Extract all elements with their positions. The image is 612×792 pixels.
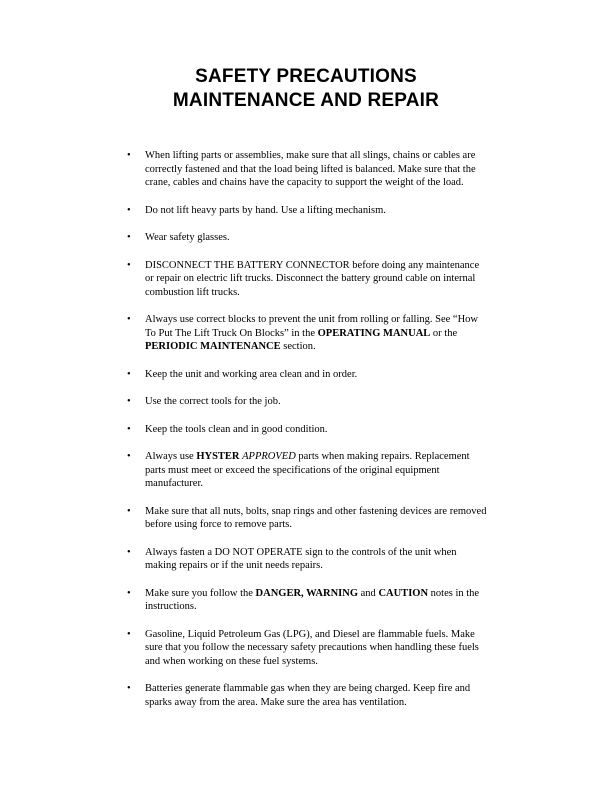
bullet-icon: • [127, 396, 131, 407]
list-item [127, 313, 487, 354]
list-item-text: Gasoline, Liquid Petroleum Gas (LPG), and Diesel are flammable fuels. Make sure that you follow the necessary safety precautions when handling these fuels and when working on these fuel systems. [145, 628, 479, 667]
list-item [127, 450, 487, 491]
list-item-text: When lifting parts or assemblies, make sure that all slings, chains or cables are correctly fastened and that the load being lifted is balanced. Make sure that the crane, cables and chains have the capacity to support the weight of the load. [145, 150, 476, 188]
bullet-list [0, 149, 487, 709]
list-item-text: Always use HYSTER APPROVED parts when making repairs. Replacement parts must meet or exceed the specifications of the original equipment manufacturer. [145, 451, 470, 489]
list-item-text: Keep the unit and working area clean and in order. [145, 368, 358, 380]
bullet-icon: • [127, 451, 131, 462]
list-item-text: Keep the tools clean and in good condition. [145, 423, 328, 435]
list-item-text: Always use correct blocks to prevent the unit from rolling or falling. See “How To Put The Lift Truck On Blocks” in the OPERATING MANUAL or the PERIODIC MAINTENANCE section. [145, 314, 478, 352]
bullet-icon: • [127, 314, 131, 325]
list-item [127, 368, 487, 382]
list-item-text: Make sure you follow the DANGER, WARNING and CAUTION notes in the instructions. [145, 587, 480, 612]
list-item [127, 423, 487, 437]
list-item-text: Wear safety glasses. [145, 232, 230, 243]
bullet-icon: • [127, 628, 131, 640]
page-title-line1: SAFETY PRECAUTIONS [195, 66, 417, 87]
list-item [127, 259, 487, 300]
page-title-line2: MAINTENANCE AND REPAIR [172, 90, 440, 111]
list-item-text: Use the correct tools for the job. [145, 396, 281, 407]
bullet-icon: • [127, 546, 131, 558]
page-title [0, 0, 612, 113]
list-item [127, 149, 487, 190]
bullet-icon: • [127, 423, 131, 435]
list-item [127, 231, 487, 245]
list-item-text: DISCONNECT THE BATTERY CONNECTOR before doing any maintenance or repair on electric lift trucks. Disconnect the battery ground cable on internal combustion lift trucks. [145, 259, 480, 298]
list-item-text: Always fasten a DO NOT OPERATE sign to the controls of the unit when making repairs or if the unit needs repairs. [145, 546, 457, 571]
bullet-icon: • [127, 368, 131, 380]
list-item [127, 682, 487, 709]
list-item [127, 587, 487, 614]
list-item-text: Do not lift heavy parts by hand. Use a lifting mechanism. [145, 204, 386, 216]
bullet-icon: • [127, 259, 131, 271]
bullet-icon: • [127, 683, 131, 694]
list-item [127, 505, 487, 532]
list-item [127, 628, 487, 669]
bullet-icon: • [127, 587, 131, 599]
bullet-icon: • [127, 204, 131, 216]
list-item-text: Make sure that all nuts, bolts, snap rings and other fastening devices are removed before using force to remove parts. [145, 505, 487, 530]
bullet-icon: • [127, 505, 131, 517]
list-item [127, 204, 487, 218]
list-item-text: Batteries generate flammable gas when they are being charged. Keep fire and sparks away from the area. Make sure the area has ventilation. [145, 683, 471, 708]
list-item [127, 546, 487, 573]
bullet-icon: • [127, 232, 131, 243]
list-item [127, 395, 487, 409]
bullet-icon: • [127, 150, 131, 161]
